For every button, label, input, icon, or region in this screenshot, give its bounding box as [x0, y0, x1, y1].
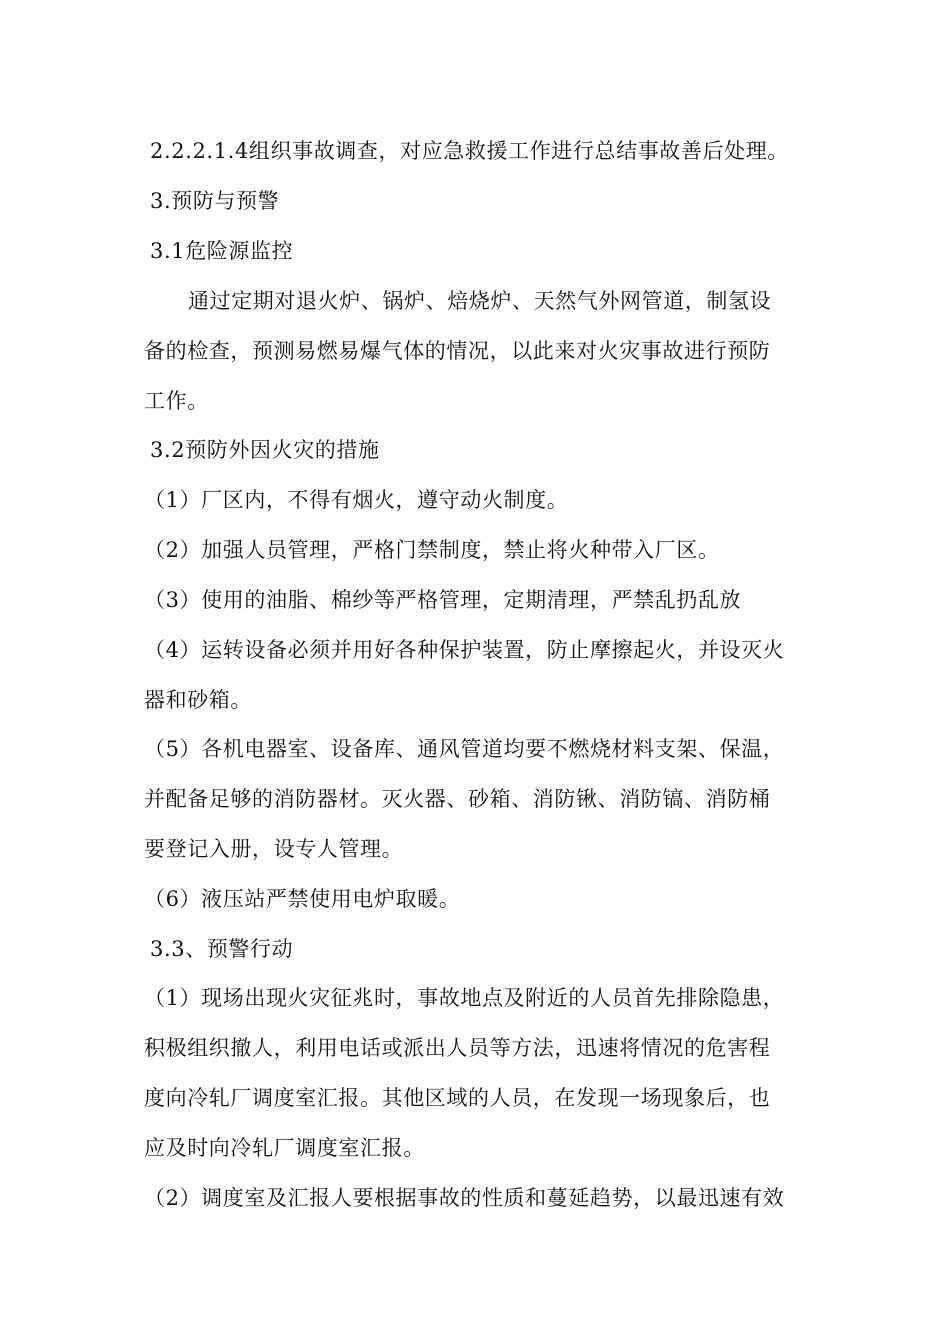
list-item: （1）现场出现火灾征兆时，事故地点及附近的人员首先排除隐患，	[144, 986, 785, 1010]
list-item: （5）各机电器室、设备库、通风管道均要不燃烧材料支架、保温，	[144, 737, 785, 761]
paragraph-line: 通过定期对退火炉、锅炉、焙烧炉、天然气外网管道，制氢设	[188, 289, 772, 313]
list-item: （4）运转设备必须并用好各种保护装置，防止摩擦起火，并设灭火	[144, 638, 785, 662]
list-item-continuation: 要登记入册，设专人管理。	[144, 837, 404, 861]
list-item-continuation: 器和砂箱。	[144, 688, 252, 712]
list-item: （3）使用的油脂、棉纱等严格管理，定期清理，严禁乱扔乱放	[144, 588, 742, 612]
list-item: （6）液压站严禁使用电炉取暖。	[144, 887, 461, 911]
list-item-continuation: 积极组织撤人，利用电话或派出人员等方法，迅速将情况的危害程	[144, 1036, 771, 1060]
list-item-continuation: 度向冷轧厂调度室汇报。其他区域的人员，在发现一场现象后，也	[144, 1086, 771, 1110]
section-heading-3: 3.预防与预警	[150, 189, 280, 213]
list-item: （2）调度室及汇报人要根据事故的性质和蔓延趋势，以最迅速有效	[144, 1186, 785, 1210]
section-heading-3-2: 3.2预防外因火灾的措施	[150, 438, 380, 462]
list-item: （1）厂区内，不得有烟火，遵守动火制度。	[144, 488, 569, 512]
list-item-continuation: 应及时向冷轧厂调度室汇报。	[144, 1136, 425, 1160]
paragraph-line: 备的检查，预测易燃易爆气体的情况，以此来对火灾事故进行预防	[144, 339, 771, 363]
paragraph-line: 工作。	[144, 389, 209, 413]
list-item-continuation: 并配备足够的消防器材。灭火器、砂箱、消防锹、消防镐、消防桶	[144, 787, 771, 811]
paragraph-2-2-2-1-4: 2.2.2.1.4组织事故调查，对应急救援工作进行总结事故善后处理。	[150, 139, 789, 163]
section-heading-3-1: 3.1危险源监控	[150, 239, 294, 263]
list-item: （2）加强人员管理，严格门禁制度，禁止将火种带入厂区。	[144, 538, 720, 562]
section-heading-3-3: 3.3、预警行动	[150, 937, 294, 961]
